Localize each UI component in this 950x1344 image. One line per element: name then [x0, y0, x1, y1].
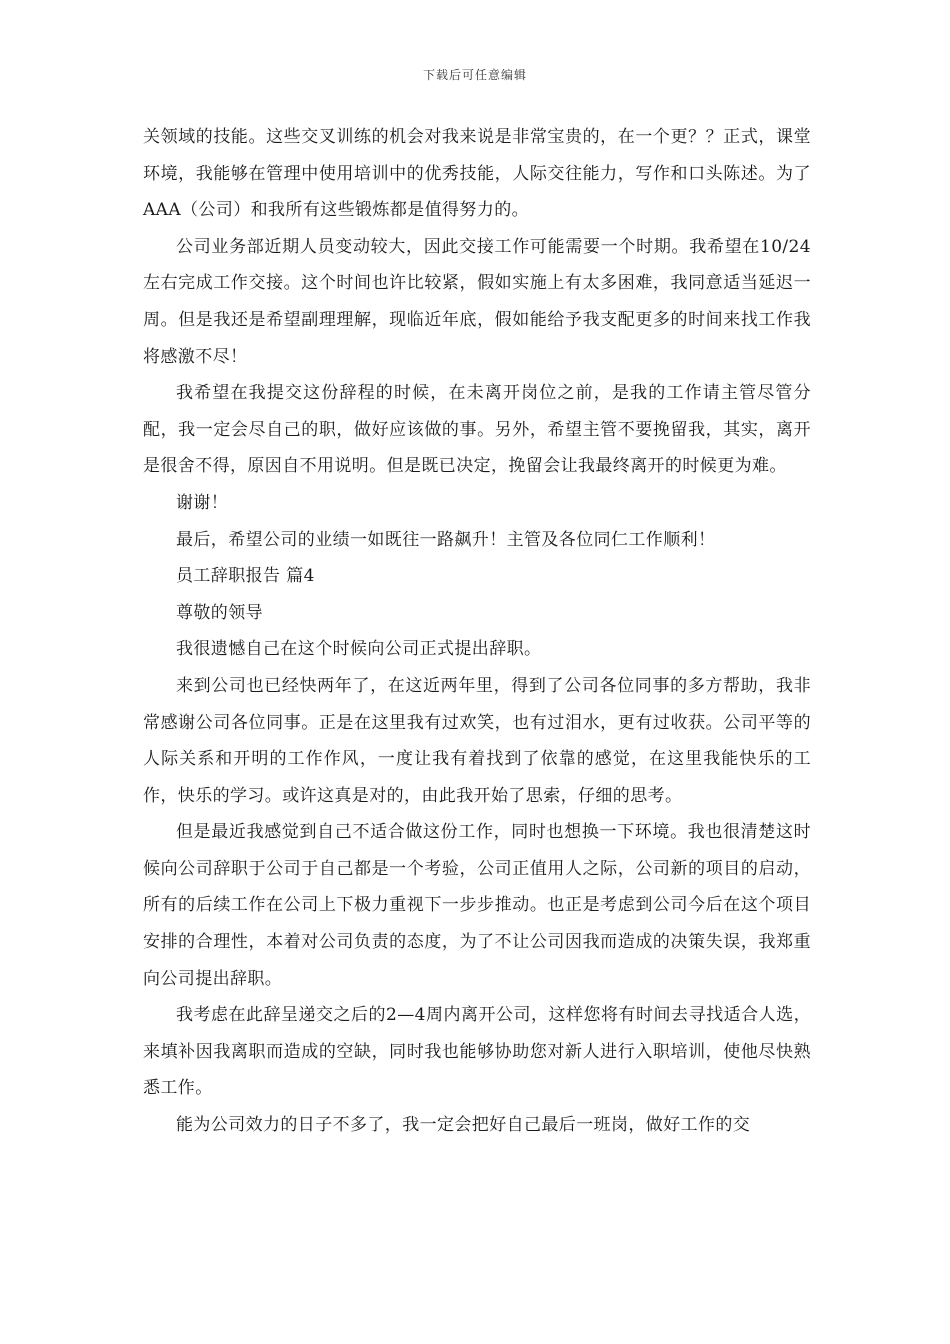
paragraph: 最后，希望公司的业绩一如既往一路飙升！主管及各位同仁工作顺利！ [176, 529, 716, 550]
section-heading: 员工辞职报告 篇4 [176, 566, 315, 587]
salutation: 尊敬的领导 [176, 602, 263, 623]
paragraph: 但是最近我感觉到自己不适合做这份工作，同时也想换一下环境。我也很清楚这时候向公司辞职于公司于自己都是一个考验，公司正值用人之际，公司新的项目的启动，所有的后续工作在公司上下极力重视下一步步推动。也正是考虑到公司今后在这个项目安排的合理性，本着对公司负责的态度，为了不让公司因我而造成的决策失误，我郑重向公司提出辞职。 [143, 822, 811, 989]
paragraph: 我希望在我提交这份辞程的时候，在未离开岗位之前，是我的工作请主管尽管分配，我一定会尽自己的职，做好应该做的事。另外，希望主管不要挽留我，其实，离开是很舍不得，原因自不用说明。但是既已决定，挽留会让我最终离开的时候更为难。 [143, 383, 811, 477]
paragraph: 谢谢！ [176, 492, 229, 513]
paragraph: 我很遗憾自己在这个时候向公司正式提出辞职。 [176, 639, 542, 660]
document-body [143, 119, 811, 1144]
paragraph: 公司业务部近期人员变动较大，因此交接工作可能需要一个时期。我希望在10/24左右完成工作交接。这个时间也许比较紧，假如实施上有太多困难，我同意适当延迟一周。但是我还是希望副理理解，现临近年底，假如能给予我支配更多的时间来找工作我将感激不尽！ [143, 236, 811, 367]
paragraph: 来到公司也已经快两年了，在这近两年里，得到了公司各位同事的多方帮助，我非常感谢公司各位同事。正是在这里我有过欢笑，也有过泪水，更有过收获。公司平等的人际关系和开明的工作作风，一度让我有着找到了依靠的感觉，在这里我能快乐的工作，快乐的学习。或许这真是对的，由此我开始了思索，仔细的思考。 [143, 675, 811, 806]
paragraph: 关领域的技能。这些交叉训练的机会对我来说是非常宝贵的，在一个更？？正式，课堂环境，我能够在管理中使用培训中的优秀技能，人际交往能力，写作和口头陈述。为了AAA（公司）和我所有这些锻炼都是值得努力的。 [143, 127, 811, 221]
page-header: 下载后可任意编辑 [422, 68, 527, 82]
paragraph: 我考虑在此辞呈递交之后的2—4周内离开公司，这样您将有时间去寻找适合人选，来填补因我离职而造成的空缺，同时我也能够协助您对新人进行入职培训，使他尽快熟悉工作。 [143, 1005, 811, 1099]
paragraph: 能为公司效力的日子不多了，我一定会把好自己最后一班岗，做好工作的交 [176, 1115, 751, 1136]
